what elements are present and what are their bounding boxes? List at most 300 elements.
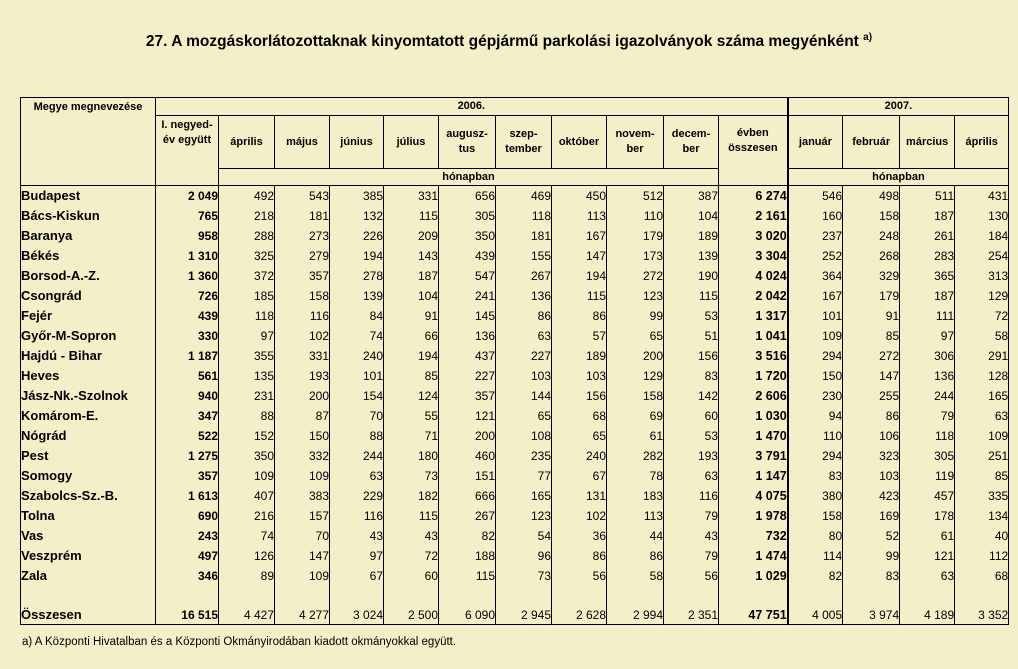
month-value: 156 (552, 386, 607, 406)
month-value: 56 (664, 566, 719, 586)
month-2007-header: április (955, 116, 1009, 169)
year-total-value: 1 030 (719, 406, 788, 426)
month-2007-value: 147 (843, 366, 900, 386)
table-row (21, 566, 1009, 586)
month-value: 43 (664, 526, 719, 546)
month-value: 67 (552, 466, 607, 486)
month-value: 82 (439, 526, 496, 546)
month-value: 145 (439, 306, 496, 326)
month-value: 89 (219, 566, 275, 586)
month-value: 241 (439, 286, 496, 306)
month-value: 68 (552, 406, 607, 426)
month-value: 209 (384, 226, 439, 246)
month-2007-value: 187 (900, 286, 955, 306)
month-value: 73 (496, 566, 552, 586)
month-value: 60 (664, 406, 719, 426)
month-2007-value: 114 (788, 546, 843, 566)
year-total-value: 1 474 (719, 546, 788, 566)
month-2007-value: 101 (788, 306, 843, 326)
month-value: 86 (496, 306, 552, 326)
q1-value: 16 515 (156, 586, 219, 624)
q1-value: 561 (156, 366, 219, 386)
month-2007-header: január (788, 116, 843, 169)
month-value: 102 (552, 506, 607, 526)
month-2006-header: október (552, 116, 607, 169)
table-row (21, 406, 1009, 426)
q1-value: 330 (156, 326, 219, 346)
month-2007-value: 511 (900, 186, 955, 207)
county-name: Budapest (21, 186, 156, 207)
month-value: 181 (496, 226, 552, 246)
month-2007-value: 82 (788, 566, 843, 586)
table-row (21, 226, 1009, 246)
month-2007-value: 251 (955, 446, 1009, 466)
month-value: 194 (552, 266, 607, 286)
county-name: Bács-Kiskun (21, 206, 156, 226)
table-row (21, 386, 1009, 406)
table-row (21, 246, 1009, 266)
month-value: 74 (330, 326, 384, 346)
month-value: 189 (552, 346, 607, 366)
month-value: 543 (275, 186, 330, 207)
monthly-label-2006: hónapban (219, 169, 719, 186)
month-value: 109 (219, 466, 275, 486)
table-row (21, 446, 1009, 466)
month-value: 2 994 (607, 586, 664, 624)
month-value: 70 (330, 406, 384, 426)
month-value: 53 (664, 306, 719, 326)
month-value: 113 (607, 506, 664, 526)
month-2007-value: 423 (843, 486, 900, 506)
month-2007-value: 58 (955, 326, 1009, 346)
month-2007-value: 134 (955, 506, 1009, 526)
q1-value: 1 613 (156, 486, 219, 506)
month-2007-value: 111 (900, 306, 955, 326)
month-value: 83 (664, 366, 719, 386)
month-2006-header: május (275, 116, 330, 169)
table-row (21, 546, 1009, 566)
month-value: 218 (219, 206, 275, 226)
month-2007-value: 79 (900, 406, 955, 426)
month-value: 115 (439, 566, 496, 586)
month-2007-value: 546 (788, 186, 843, 207)
year-total-value: 4 075 (719, 486, 788, 506)
table-row (21, 286, 1009, 306)
month-value: 450 (552, 186, 607, 207)
month-value: 182 (384, 486, 439, 506)
month-2006-header: decem- ber (664, 116, 719, 169)
q1-value: 1 275 (156, 446, 219, 466)
month-2007-value: 130 (955, 206, 1009, 226)
month-value: 231 (219, 386, 275, 406)
month-value: 187 (384, 266, 439, 286)
month-value: 108 (496, 426, 552, 446)
month-value: 51 (664, 326, 719, 346)
q1-value: 726 (156, 286, 219, 306)
month-value: 97 (330, 546, 384, 566)
month-value: 79 (664, 506, 719, 526)
page-title (0, 32, 1018, 51)
title-text: 27. A mozgáskorlátozottaknak kinyomtatott gépjármű parkolási igazolványok száma megyénként (145, 33, 859, 50)
month-value: 67 (330, 566, 384, 586)
month-2007-value: 106 (843, 426, 900, 446)
q1-header: I. negyed- év együtt (156, 116, 219, 186)
month-value: 84 (330, 306, 384, 326)
month-2007-header: március (900, 116, 955, 169)
q1-value: 1 310 (156, 246, 219, 266)
month-value: 63 (330, 466, 384, 486)
month-value: 43 (330, 526, 384, 546)
month-value: 194 (384, 346, 439, 366)
month-2007-value: 86 (843, 406, 900, 426)
month-value: 123 (607, 286, 664, 306)
q1-value: 1 360 (156, 266, 219, 286)
month-2007-value: 3 352 (955, 586, 1009, 624)
month-2007-value: 187 (900, 206, 955, 226)
month-value: 407 (219, 486, 275, 506)
month-value: 547 (439, 266, 496, 286)
month-value: 144 (496, 386, 552, 406)
month-value: 88 (219, 406, 275, 426)
month-value: 57 (552, 326, 607, 346)
county-name: Pest (21, 446, 156, 466)
month-2007-value: 129 (955, 286, 1009, 306)
parking-permits-table (20, 97, 1009, 625)
month-value: 139 (330, 286, 384, 306)
county-name: Baranya (21, 226, 156, 246)
month-2007-value: 109 (955, 426, 1009, 446)
month-value: 132 (330, 206, 384, 226)
month-2007-value: 160 (788, 206, 843, 226)
month-value: 181 (275, 206, 330, 226)
month-value: 200 (607, 346, 664, 366)
month-value: 87 (275, 406, 330, 426)
month-value: 91 (384, 306, 439, 326)
month-value: 282 (607, 446, 664, 466)
month-value: 331 (384, 186, 439, 207)
month-2007-value: 272 (843, 346, 900, 366)
month-2007-value: 329 (843, 266, 900, 286)
month-value: 656 (439, 186, 496, 207)
table-row (21, 366, 1009, 386)
month-value: 86 (607, 546, 664, 566)
year-total-value: 1 317 (719, 306, 788, 326)
month-value: 288 (219, 226, 275, 246)
year-total-value: 4 024 (719, 266, 788, 286)
month-value: 350 (219, 446, 275, 466)
month-value: 126 (219, 546, 275, 566)
month-value: 2 945 (496, 586, 552, 624)
month-2007-value: 4 189 (900, 586, 955, 624)
month-2007-value: 305 (900, 446, 955, 466)
month-value: 65 (496, 406, 552, 426)
month-value: 103 (496, 366, 552, 386)
month-2007-value: 169 (843, 506, 900, 526)
county-name: Vas (21, 526, 156, 546)
q1-value: 347 (156, 406, 219, 426)
month-2007-value: 380 (788, 486, 843, 506)
month-2007-value: 230 (788, 386, 843, 406)
month-value: 147 (552, 246, 607, 266)
month-value: 96 (496, 546, 552, 566)
table-row (21, 526, 1009, 546)
month-value: 158 (275, 286, 330, 306)
month-2007-value: 179 (843, 286, 900, 306)
month-2007-value: 110 (788, 426, 843, 446)
month-value: 460 (439, 446, 496, 466)
month-value: 383 (275, 486, 330, 506)
table-row (21, 506, 1009, 526)
county-name: Somogy (21, 466, 156, 486)
month-value: 103 (552, 366, 607, 386)
month-2007-value: 128 (955, 366, 1009, 386)
month-value: 78 (607, 466, 664, 486)
month-2007-value: 165 (955, 386, 1009, 406)
month-2007-value: 63 (955, 406, 1009, 426)
month-value: 387 (664, 186, 719, 207)
year-total-value: 732 (719, 526, 788, 546)
month-value: 131 (552, 486, 607, 506)
month-2007-value: 99 (843, 546, 900, 566)
q1-value: 1 187 (156, 346, 219, 366)
month-value: 355 (219, 346, 275, 366)
month-2007-value: 158 (788, 506, 843, 526)
year-total-value: 3 516 (719, 346, 788, 366)
county-name: Hajdú - Bihar (21, 346, 156, 366)
county-name: Szabolcs-Sz.-B. (21, 486, 156, 506)
month-value: 115 (552, 286, 607, 306)
month-value: 6 090 (439, 586, 496, 624)
month-value: 469 (496, 186, 552, 207)
county-name: Zala (21, 566, 156, 586)
month-value: 65 (607, 326, 664, 346)
month-value: 66 (384, 326, 439, 346)
month-2007-value: 121 (900, 546, 955, 566)
month-value: 2 628 (552, 586, 607, 624)
year-total-value: 1 041 (719, 326, 788, 346)
month-2007-value: 158 (843, 206, 900, 226)
month-value: 36 (552, 526, 607, 546)
year-total-header: évben összesen (719, 116, 788, 186)
month-2007-value: 72 (955, 306, 1009, 326)
month-value: 156 (664, 346, 719, 366)
table-row (21, 186, 1009, 207)
month-value: 116 (330, 506, 384, 526)
month-2006-header: június (330, 116, 384, 169)
month-value: 70 (275, 526, 330, 546)
month-value: 63 (496, 326, 552, 346)
month-2007-value: 40 (955, 526, 1009, 546)
month-2007-value: 261 (900, 226, 955, 246)
month-value: 278 (330, 266, 384, 286)
month-value: 332 (275, 446, 330, 466)
year-total-value: 3 304 (719, 246, 788, 266)
q1-value: 357 (156, 466, 219, 486)
year-total-value: 2 042 (719, 286, 788, 306)
month-value: 200 (275, 386, 330, 406)
month-value: 143 (384, 246, 439, 266)
month-value: 56 (552, 566, 607, 586)
month-2007-value: 80 (788, 526, 843, 546)
month-value: 71 (384, 426, 439, 446)
month-2007-value: 103 (843, 466, 900, 486)
month-2007-value: 283 (900, 246, 955, 266)
q1-value: 243 (156, 526, 219, 546)
footnote: a) A Központi Hivatalban és a Központi Okmányirodában kiadott okmányokkal együtt. (22, 636, 457, 648)
month-value: 279 (275, 246, 330, 266)
month-value: 666 (439, 486, 496, 506)
table-row (21, 426, 1009, 446)
month-2007-value: 431 (955, 186, 1009, 207)
month-2007-value: 68 (955, 566, 1009, 586)
month-value: 226 (330, 226, 384, 246)
month-value: 88 (330, 426, 384, 446)
county-name: Összesen (21, 586, 156, 624)
month-value: 118 (496, 206, 552, 226)
month-value: 492 (219, 186, 275, 207)
table-row (21, 486, 1009, 506)
county-name: Komárom-E. (21, 406, 156, 426)
month-value: 115 (664, 286, 719, 306)
title-footnote-mark: a) (863, 32, 873, 43)
year-total-value: 1 029 (719, 566, 788, 586)
month-value: 331 (275, 346, 330, 366)
year-total-value: 1 470 (719, 426, 788, 446)
q1-value: 497 (156, 546, 219, 566)
table-row (21, 206, 1009, 226)
month-value: 189 (664, 226, 719, 246)
month-2007-value: 178 (900, 506, 955, 526)
month-value: 129 (607, 366, 664, 386)
month-value: 173 (607, 246, 664, 266)
month-2007-value: 255 (843, 386, 900, 406)
month-2007-header: február (843, 116, 900, 169)
month-2007-value: 323 (843, 446, 900, 466)
year-total-value: 2 606 (719, 386, 788, 406)
year-total-value: 3 020 (719, 226, 788, 246)
month-value: 165 (496, 486, 552, 506)
month-value: 152 (219, 426, 275, 446)
month-value: 77 (496, 466, 552, 486)
month-value: 139 (664, 246, 719, 266)
county-name: Nógrád (21, 426, 156, 446)
county-name: Tolna (21, 506, 156, 526)
total-row (21, 586, 1009, 624)
month-2007-value: 244 (900, 386, 955, 406)
month-value: 69 (607, 406, 664, 426)
month-value: 115 (384, 206, 439, 226)
county-name: Borsod-A.-Z. (21, 266, 156, 286)
month-value: 157 (275, 506, 330, 526)
month-value: 61 (607, 426, 664, 446)
month-value: 79 (664, 546, 719, 566)
month-2006-header: novem- ber (607, 116, 664, 169)
month-2007-value: 118 (900, 426, 955, 446)
month-2007-value: 268 (843, 246, 900, 266)
month-value: 116 (664, 486, 719, 506)
month-value: 372 (219, 266, 275, 286)
month-value: 135 (219, 366, 275, 386)
month-value: 190 (664, 266, 719, 286)
county-name: Jász-Nk.-Szolnok (21, 386, 156, 406)
month-2007-value: 294 (788, 346, 843, 366)
month-value: 72 (384, 546, 439, 566)
county-name: Győr-M-Sopron (21, 326, 156, 346)
month-value: 216 (219, 506, 275, 526)
month-value: 155 (496, 246, 552, 266)
month-value: 437 (439, 346, 496, 366)
month-value: 74 (219, 526, 275, 546)
month-value: 194 (330, 246, 384, 266)
table-row (21, 326, 1009, 346)
month-value: 235 (496, 446, 552, 466)
month-value: 110 (607, 206, 664, 226)
month-value: 63 (664, 466, 719, 486)
month-2007-value: 97 (900, 326, 955, 346)
month-2007-value: 85 (843, 326, 900, 346)
month-2007-value: 364 (788, 266, 843, 286)
month-value: 357 (275, 266, 330, 286)
month-value: 73 (384, 466, 439, 486)
month-2007-value: 237 (788, 226, 843, 246)
county-name: Veszprém (21, 546, 156, 566)
month-2007-value: 3 974 (843, 586, 900, 624)
month-value: 3 024 (330, 586, 384, 624)
month-value: 185 (219, 286, 275, 306)
month-value: 147 (275, 546, 330, 566)
month-2007-value: 85 (955, 466, 1009, 486)
month-2007-value: 457 (900, 486, 955, 506)
month-2007-value: 150 (788, 366, 843, 386)
month-value: 193 (664, 446, 719, 466)
month-value: 60 (384, 566, 439, 586)
table-row (21, 466, 1009, 486)
month-value: 113 (552, 206, 607, 226)
month-2007-value: 83 (788, 466, 843, 486)
month-2007-value: 306 (900, 346, 955, 366)
q1-value: 522 (156, 426, 219, 446)
month-2007-value: 94 (788, 406, 843, 426)
month-value: 2 500 (384, 586, 439, 624)
month-value: 439 (439, 246, 496, 266)
year-2007-header: 2007. (788, 98, 1009, 116)
year-total-value: 47 751 (719, 586, 788, 624)
county-name: Békés (21, 246, 156, 266)
month-2007-value: 63 (900, 566, 955, 586)
month-value: 115 (384, 506, 439, 526)
month-value: 240 (552, 446, 607, 466)
q1-value: 2 049 (156, 186, 219, 207)
month-value: 350 (439, 226, 496, 246)
month-2007-value: 254 (955, 246, 1009, 266)
month-value: 267 (496, 266, 552, 286)
month-value: 357 (439, 386, 496, 406)
month-value: 200 (439, 426, 496, 446)
month-2007-value: 294 (788, 446, 843, 466)
q1-value: 940 (156, 386, 219, 406)
month-value: 154 (330, 386, 384, 406)
month-2007-value: 83 (843, 566, 900, 586)
q1-value: 765 (156, 206, 219, 226)
month-value: 54 (496, 526, 552, 546)
month-value: 97 (219, 326, 275, 346)
month-value: 151 (439, 466, 496, 486)
month-2007-value: 112 (955, 546, 1009, 566)
month-2007-value: 291 (955, 346, 1009, 366)
month-value: 86 (552, 306, 607, 326)
month-value: 180 (384, 446, 439, 466)
year-total-value: 1 720 (719, 366, 788, 386)
